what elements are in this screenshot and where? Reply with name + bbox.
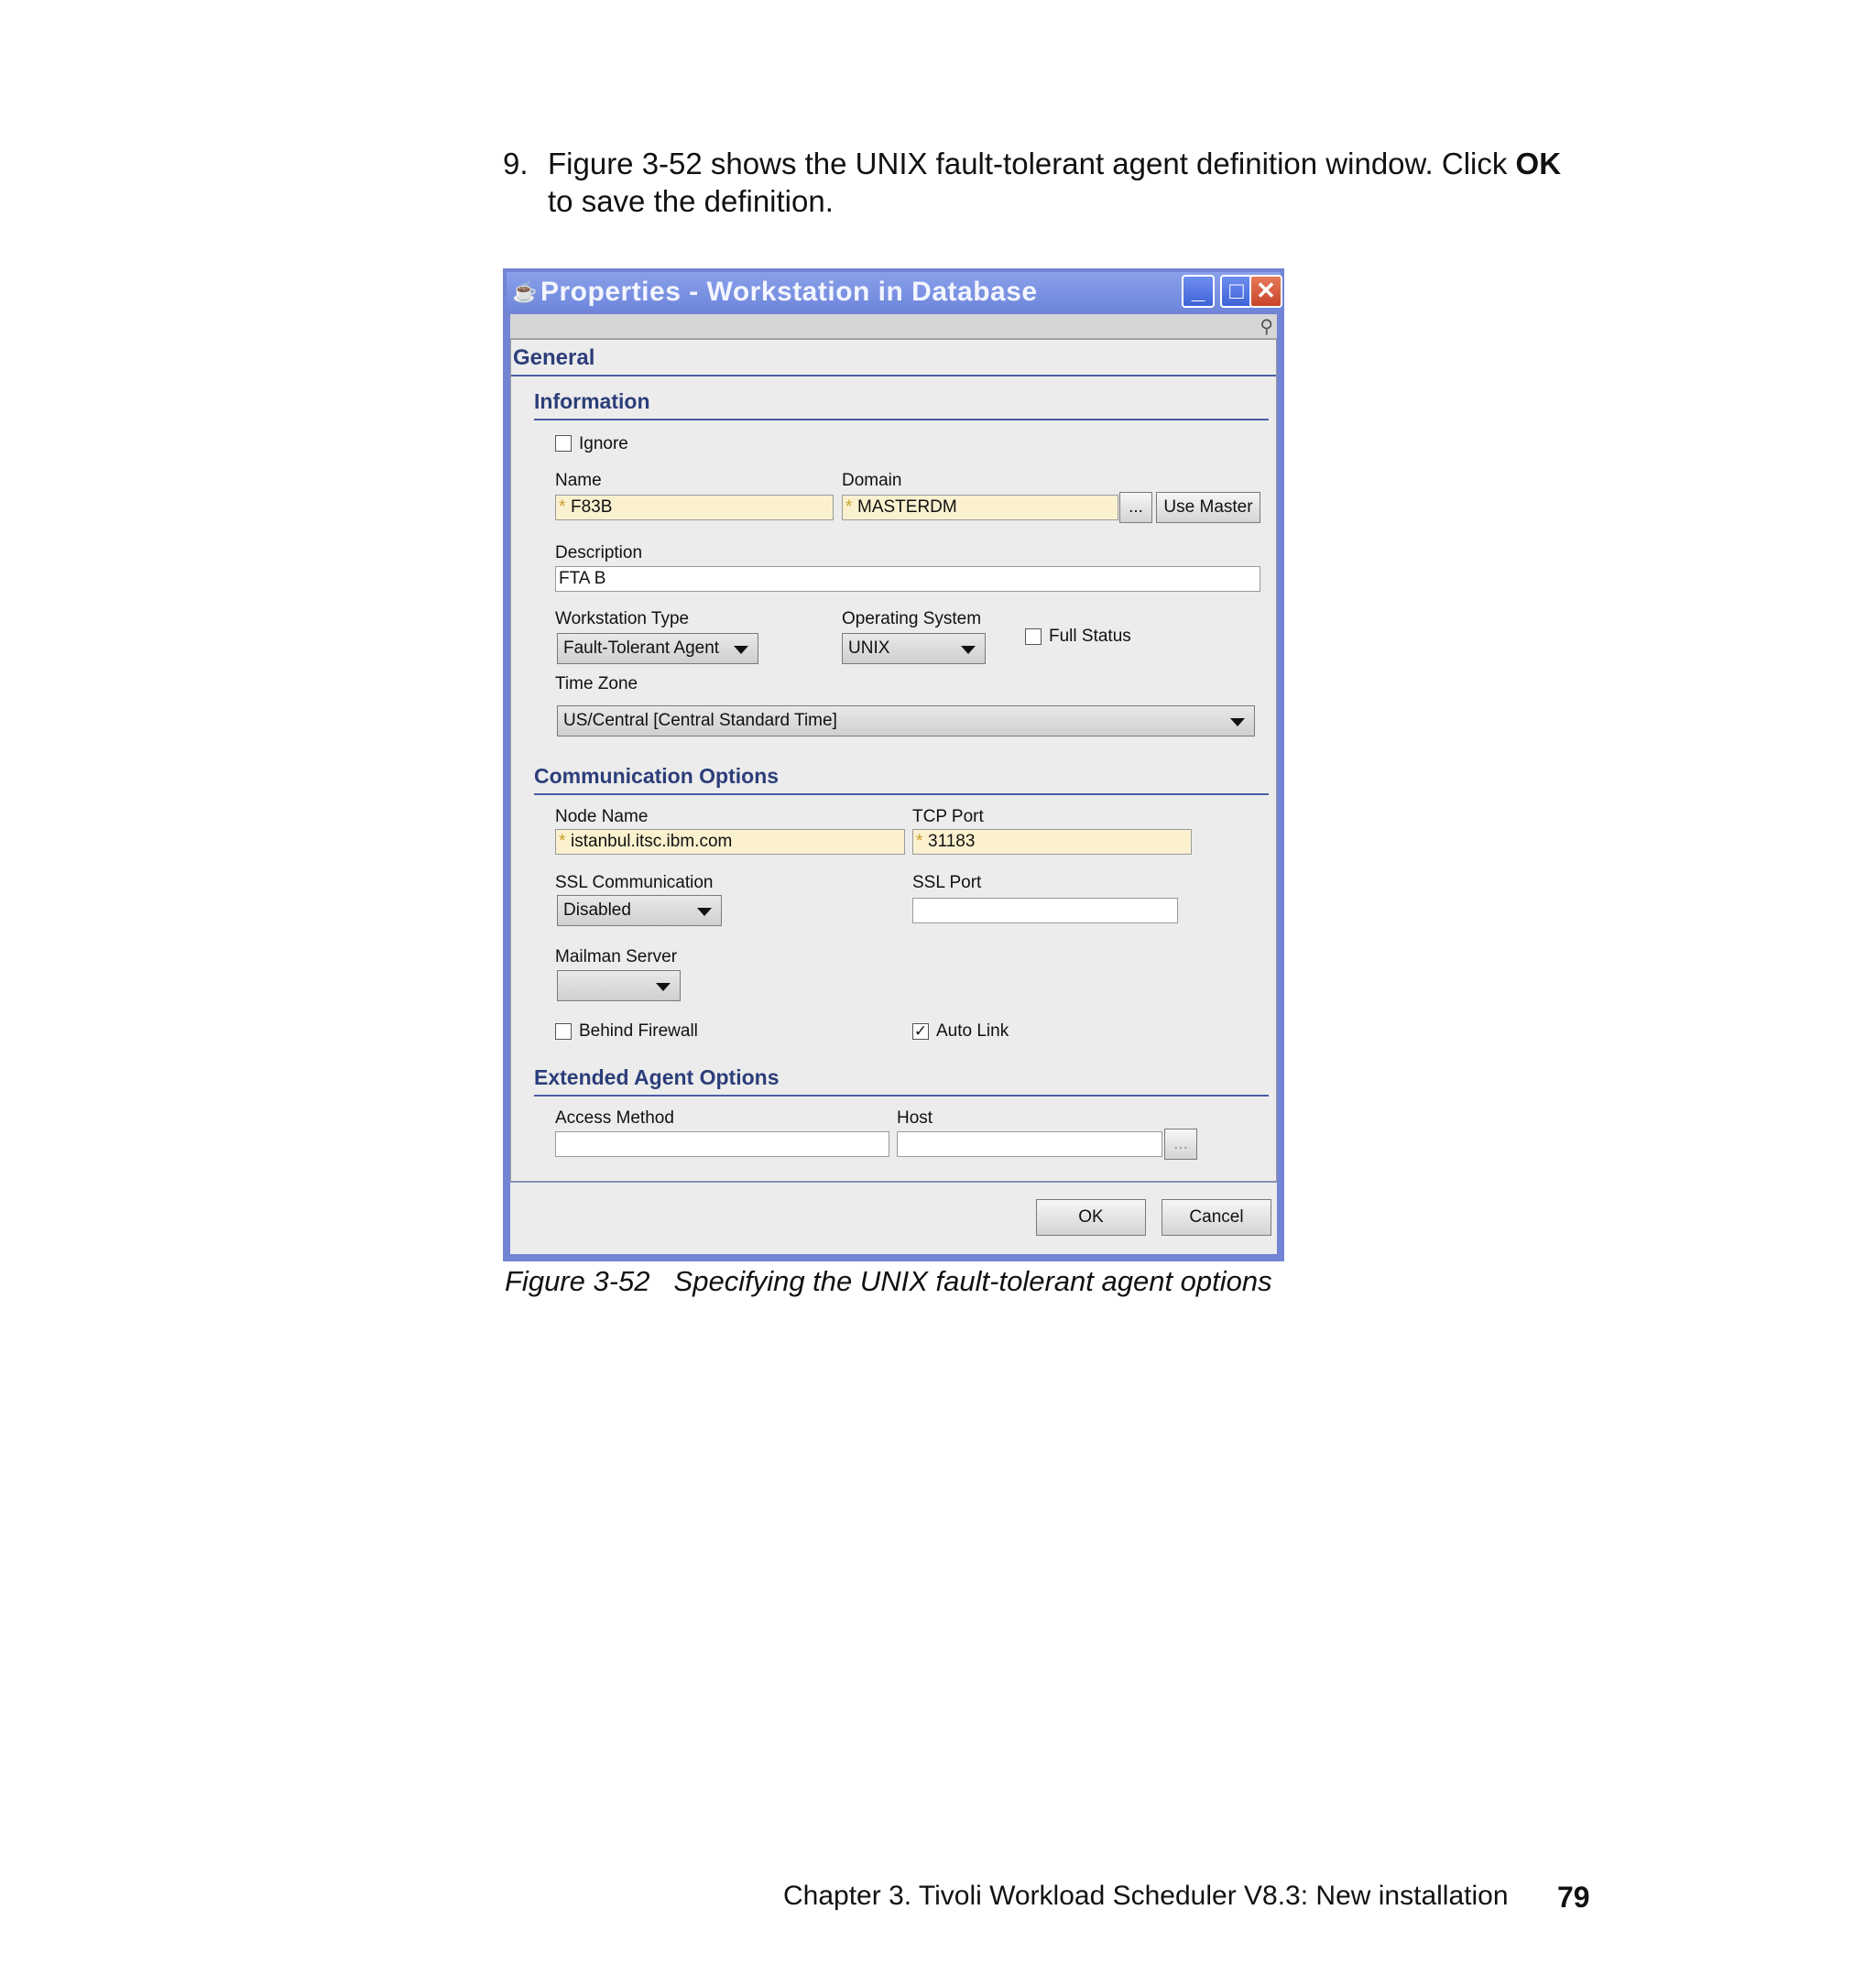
domain-browse-button[interactable]: ... xyxy=(1119,492,1152,523)
host-browse-button[interactable]: ... xyxy=(1164,1129,1197,1160)
chevron-down-icon xyxy=(697,908,712,916)
communication-divider xyxy=(534,793,1269,795)
behind-firewall-checkbox[interactable] xyxy=(555,1023,572,1040)
full-status-label: Full Status xyxy=(1049,627,1131,646)
help-icon[interactable]: ⚲ xyxy=(1260,317,1273,337)
tcp-port-field[interactable]: * 31183 xyxy=(912,829,1192,855)
use-master-button[interactable]: Use Master xyxy=(1156,492,1260,523)
auto-link-checkbox[interactable]: ✓ xyxy=(913,1022,928,1040)
ignore-checkbox[interactable] xyxy=(555,435,572,452)
description-field[interactable]: FTA B xyxy=(555,566,1260,592)
cancel-button[interactable]: Cancel xyxy=(1162,1199,1271,1236)
communication-section-title: Communication Options xyxy=(534,764,780,788)
chevron-down-icon xyxy=(734,646,748,654)
name-label: Name xyxy=(555,471,602,490)
mailman-server-select[interactable] xyxy=(557,970,681,1001)
chevron-down-icon xyxy=(961,646,976,654)
ssl-port-field[interactable] xyxy=(912,898,1178,923)
mailman-server-label: Mailman Server xyxy=(555,947,678,966)
ignore-label: Ignore xyxy=(579,434,628,453)
host-label: Host xyxy=(897,1108,933,1128)
title-bar[interactable] xyxy=(507,272,1281,311)
host-field[interactable] xyxy=(897,1131,1162,1157)
chapter-title: Chapter 3. Tivoli Workload Scheduler V8.3: New installation xyxy=(783,1881,1509,1911)
node-name-label: Node Name xyxy=(555,807,649,826)
general-divider xyxy=(511,375,1276,376)
workstation-type-select[interactable] xyxy=(557,633,758,664)
page-footer xyxy=(783,1881,1590,1914)
figure-number: Figure 3-52 xyxy=(505,1265,650,1297)
java-icon: ☕ xyxy=(512,280,538,303)
maximize-button[interactable]: □ xyxy=(1220,275,1253,308)
domain-field[interactable]: * MASTERDM xyxy=(842,495,1118,520)
operating-system-value: UNIX xyxy=(848,638,890,658)
description-label: Description xyxy=(555,543,643,562)
time-zone-label: Time Zone xyxy=(555,674,638,693)
domain-label: Domain xyxy=(842,471,902,490)
operating-system-label: Operating System xyxy=(842,609,982,628)
workstation-type-label: Workstation Type xyxy=(555,609,690,628)
extended-section-title: Extended Agent Options xyxy=(534,1065,780,1089)
time-zone-select[interactable] xyxy=(557,705,1255,737)
access-method-label: Access Method xyxy=(555,1108,674,1128)
information-section-title: Information xyxy=(534,389,650,413)
step-number: 9. xyxy=(503,147,529,180)
ok-button[interactable]: OK xyxy=(1036,1199,1146,1236)
behind-firewall-label: Behind Firewall xyxy=(579,1021,698,1041)
ssl-communication-select[interactable] xyxy=(557,895,722,926)
operating-system-select[interactable] xyxy=(842,633,986,664)
workstation-type-value: Fault-Tolerant Agent xyxy=(563,638,720,658)
ssl-communication-value: Disabled xyxy=(563,900,631,920)
access-method-field[interactable] xyxy=(555,1131,889,1157)
button-panel xyxy=(510,1183,1277,1254)
ssl-port-label: SSL Port xyxy=(912,873,982,892)
close-button[interactable]: ✕ xyxy=(1249,275,1282,308)
general-tab[interactable]: General xyxy=(513,345,595,370)
tcp-port-label: TCP Port xyxy=(912,807,984,826)
minimize-button[interactable]: _ xyxy=(1182,275,1215,308)
chevron-down-icon xyxy=(656,983,671,991)
properties-window xyxy=(503,268,1284,1261)
window-title: Properties - Workstation in Database xyxy=(540,277,1038,307)
step-text-before: Figure 3-52 shows the UNIX fault-tolerant agent definition window. Click xyxy=(548,147,1516,180)
node-name-field[interactable]: * istanbul.itsc.ibm.com xyxy=(555,829,905,855)
ssl-communication-label: SSL Communication xyxy=(555,873,714,892)
chevron-down-icon xyxy=(1230,718,1245,726)
information-divider xyxy=(534,419,1269,420)
figure-caption xyxy=(505,1265,1272,1298)
figure-caption-text: Specifying the UNIX fault-tolerant agent options xyxy=(673,1265,1272,1297)
name-field[interactable]: * F83B xyxy=(555,495,834,520)
step-text-after: to save the definition. xyxy=(548,184,834,218)
full-status-checkbox[interactable] xyxy=(1025,628,1042,645)
content-panel xyxy=(510,339,1277,1182)
extended-divider xyxy=(534,1095,1269,1097)
toolbar xyxy=(510,314,1277,339)
step-bold-ok: OK xyxy=(1515,147,1562,180)
time-zone-value: US/Central [Central Standard Time] xyxy=(563,711,837,730)
page-number: 79 xyxy=(1557,1881,1590,1914)
step-text xyxy=(548,145,1601,220)
auto-link-label: Auto Link xyxy=(936,1021,1009,1041)
